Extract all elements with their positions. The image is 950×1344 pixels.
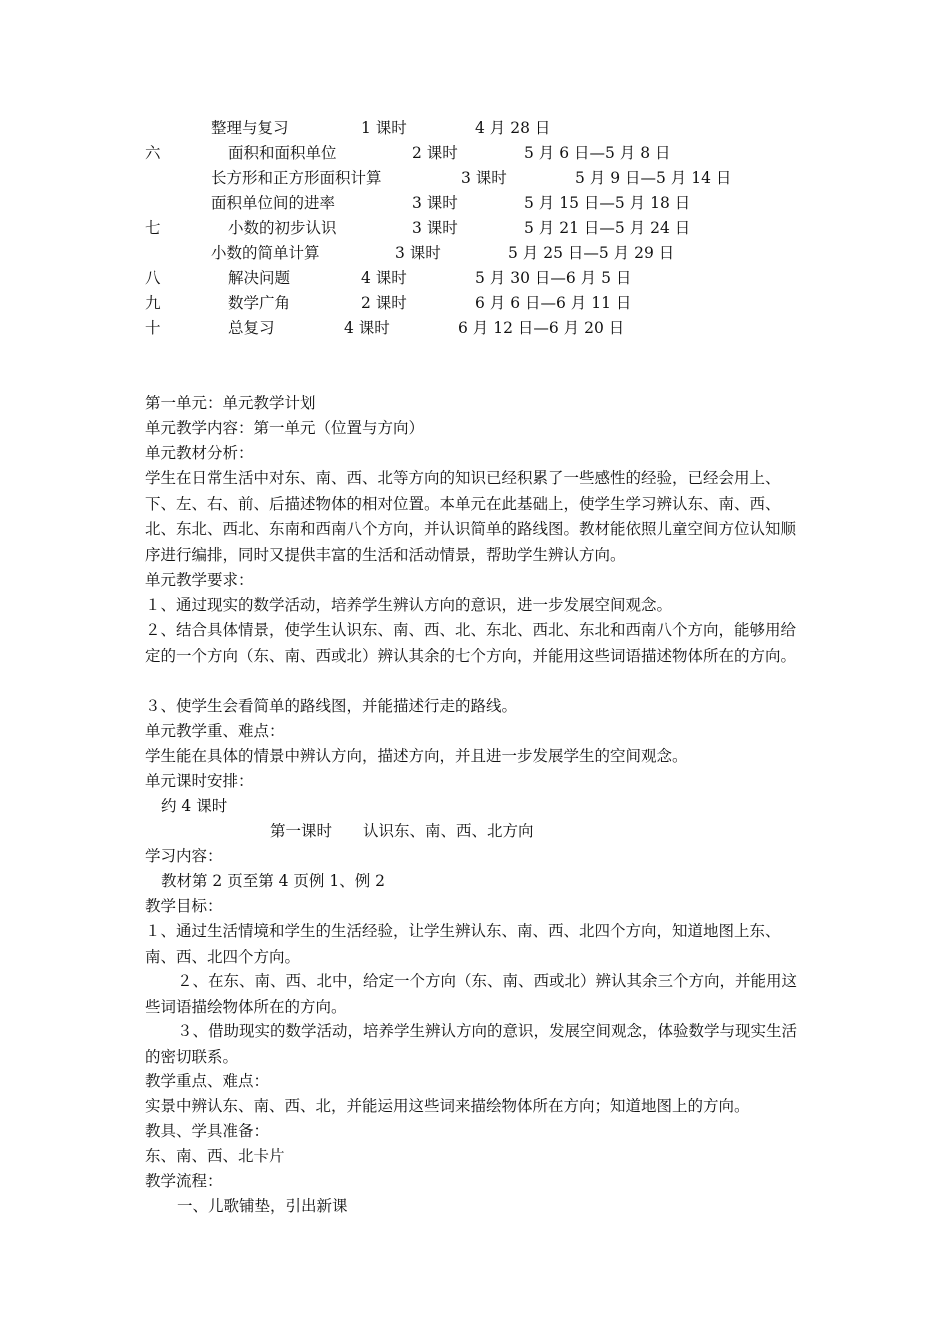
- unit-plan-title: 第一单元：单元教学计划: [145, 394, 316, 412]
- schedule-dates: 4 月 28 日: [475, 119, 551, 137]
- hours-heading: 单元课时安排：: [145, 772, 254, 790]
- schedule-topic: 小数的初步认识: [228, 219, 337, 237]
- schedule-topic: 长方形和正方形面积计算: [211, 169, 382, 187]
- schedule-hours: 3 课时: [412, 219, 458, 237]
- schedule-unit: 九: [145, 294, 161, 312]
- unit-content-line: 单元教学内容：第一单元（位置与方向）: [145, 419, 425, 437]
- schedule-dates: 5 月 9 日—5 月 14 日: [575, 169, 732, 187]
- key-points-text: 学生能在具体的情景中辨认方向，描述方向，并且进一步发展学生的空间观念。: [145, 747, 688, 765]
- schedule-dates: 5 月 6 日—5 月 8 日: [524, 144, 671, 162]
- schedule-topic: 面积单位间的进率: [211, 194, 336, 212]
- schedule-hours: 2 课时: [361, 294, 407, 312]
- schedule-hours: 1 课时: [361, 119, 407, 137]
- schedule-unit: 六: [145, 144, 161, 162]
- key-points-heading: 单元教学重、难点：: [145, 722, 285, 740]
- requirement-item: ２、结合具体情景，使学生认识东、南、西、北、东北、西北、东北和西南八个方向，能够用给定的一个方向（东、南、西或北）辨认其余的七个方向，并能用这些词语描述物体所在的方向。: [145, 621, 797, 665]
- tools-heading: 教具、学具准备：: [145, 1122, 270, 1140]
- flow-heading: 教学流程：: [145, 1172, 223, 1190]
- goal-item: ２、在东、南、西、北中，给定一个方向（东、南、西或北）辨认其余三个方向，并能用这些词语描绘物体所在的方向。: [145, 972, 798, 1016]
- tools-text: 东、南、西、北卡片: [145, 1147, 285, 1165]
- schedule-unit: 八: [145, 269, 161, 287]
- schedule-hours: 3 课时: [461, 169, 507, 187]
- schedule-topic: 总复习: [228, 319, 275, 337]
- schedule-unit: 十: [145, 319, 161, 337]
- schedule-topic: 小数的简单计算: [211, 244, 320, 262]
- requirements-heading: 单元教学要求：: [145, 571, 254, 589]
- lesson-title: 第一课时 认识东、南、西、北方向: [270, 822, 534, 840]
- lesson-key-heading: 教学重点、难点：: [145, 1072, 270, 1090]
- learning-content-heading: 学习内容：: [145, 847, 223, 865]
- schedule-dates: 5 月 15 日—5 月 18 日: [524, 194, 691, 212]
- requirement-item: １、通过现实的数学活动，培养学生辨认方向的意识，进一步发展空间观念。: [145, 596, 673, 614]
- schedule-dates: 5 月 25 日—5 月 29 日: [508, 244, 675, 262]
- schedule-dates: 5 月 21 日—5 月 24 日: [524, 219, 691, 237]
- schedule-topic: 整理与复习: [211, 119, 289, 137]
- goal-item: １、通过生活情境和学生的生活经验，让学生辨认东、南、西、北四个方向，知道地图上东、南、西、北四个方向。: [145, 922, 781, 966]
- hours-text: 约 4 课时: [161, 797, 228, 815]
- analysis-paragraph: 学生在日常生活中对东、南、西、北等方向的知识已经积累了一些感性的经验，已经会用上、下、左、右、前、后描述物体的相对位置。本单元在此基础上，使学生学习辨认东、南、西、北、东北、西北、东南和西南八个方向，并认识简单的路线图。教材能依照儿童空间方位认知顺序进行编排，同时又提供丰富的生活和活动情景，帮助学生辨认方向。: [145, 469, 797, 564]
- analysis-heading: 单元教材分析：: [145, 444, 254, 462]
- schedule-hours: 4 课时: [361, 269, 407, 287]
- schedule-dates: 5 月 30 日—6 月 5 日: [475, 269, 632, 287]
- schedule-topic: 面积和面积单位: [228, 144, 337, 162]
- learning-content-text: 教材第 2 页至第 4 页例 1、例 2: [161, 872, 386, 890]
- schedule-hours: 3 课时: [412, 194, 458, 212]
- schedule-hours: 2 课时: [412, 144, 458, 162]
- schedule-dates: 6 月 6 日—6 月 11 日: [475, 294, 632, 312]
- schedule-topic: 解决问题: [228, 269, 291, 287]
- requirement-item: ３、使学生会看简单的路线图，并能描述行走的路线。: [145, 697, 518, 715]
- schedule-hours: 3 课时: [395, 244, 441, 262]
- schedule-hours: 4 课时: [344, 319, 390, 337]
- schedule-dates: 6 月 12 日—6 月 20 日: [458, 319, 625, 337]
- flow-step: 一、儿歌铺垫，引出新课: [177, 1197, 348, 1215]
- schedule-unit: 七: [145, 219, 161, 237]
- goals-heading: 教学目标：: [145, 897, 223, 915]
- lesson-key-text: 实景中辨认东、南、西、北，并能运用这些词来描绘物体所在方向；知道地图上的方向。: [145, 1097, 750, 1115]
- goal-item: ３、借助现实的数学活动，培养学生辨认方向的意识，发展空间观念，体验数学与现实生活的密切联系。: [145, 1022, 798, 1066]
- schedule-topic: 数学广角: [228, 294, 291, 312]
